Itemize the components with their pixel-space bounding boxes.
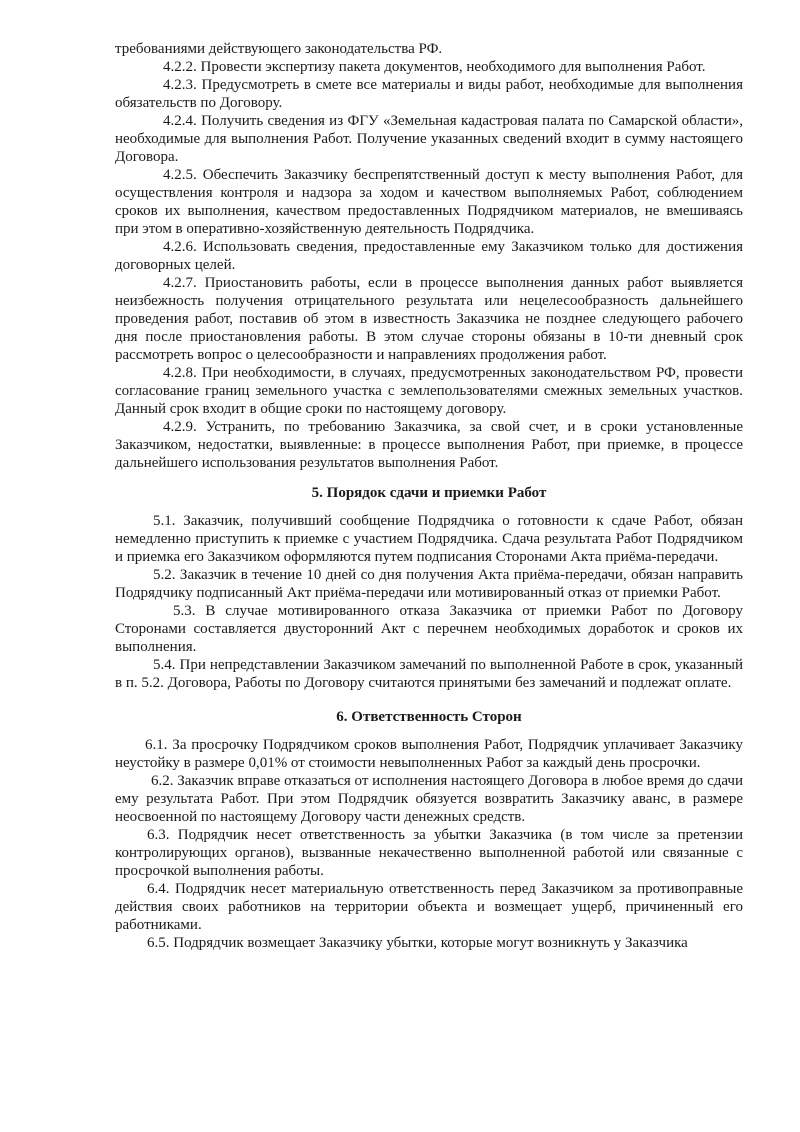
clause-4-2-7: 4.2.7. Приостановить работы, если в процессе выполнения данных работ выявляется неизбежность получения отрицательного результата или нецелесообразность дальнейшего проведения работ, поставив об этом в известность Заказчика не позднее следующего рабочего дня после приостановления работы. В этом случае стороны обязаны в 10-ти дневный срок рассмотреть вопрос о целесообразности и направлениях продолжения работ. [115, 275, 743, 363]
clause-5-3: 5.3. В случае мотивированного отказа Заказчика от приемки Работ по Договору Сторонами составляется двусторонний Акт с перечнем необходимых доработок и сроков их выполнения. [115, 603, 743, 655]
clause-6-1: 6.1. За просрочку Подрядчиком сроков выполнения Работ, Подрядчик уплачивает Заказчику неустойку в размере 0,01% от стоимости невыполненных Работ за каждый день просрочки. [115, 737, 743, 771]
paragraph-lead: требованиями действующего законодательства РФ. [115, 41, 443, 57]
clause-6-4: 6.4. Подрядчик несет материальную ответственность перед Заказчиком за противоправные действия своих работников на территории объекта и возмещает ущерб, причиненный его работниками. [115, 881, 743, 933]
document-body [115, 40, 743, 952]
clause-4-2-6: 4.2.6. Использовать сведения, предоставленные ему Заказчиком только для достижения договорных целей. [115, 239, 743, 273]
clause-5-2: 5.2. Заказчик в течение 10 дней со дня получения Акта приёма-передачи, обязан направить Подрядчику подписанный Акт приёма-передачи или мотивированный отказ от приемки Работ. [115, 567, 743, 601]
clause-5-1: 5.1. Заказчик, получивший сообщение Подрядчика о готовности к сдаче Работ, обязан немедленно приступить к приемке с участием Подрядчика. Сдача результата Работ Подрядчиком и приемка его Заказчиком оформляются путем подписания Сторонами Акта приёма-передачи. [115, 513, 743, 565]
section-heading-5: 5. Порядок сдачи и приемки Работ [311, 485, 547, 501]
clause-6-2: 6.2. Заказчик вправе отказаться от исполнения настоящего Договора в любое время до сдачи ему результата Работ. При этом Подрядчик обязуется возвратить Заказчику аванс, в размере неосвоенной по настоящему Договору части денежных средств. [115, 773, 743, 825]
clause-6-5: 6.5. Подрядчик возмещает Заказчику убытки, которые могут возникнуть у Заказчика [147, 935, 688, 951]
clause-4-2-9: 4.2.9. Устранить, по требованию Заказчика, за свой счет, и в сроки установленные Заказчиком, недостатки, выявленные: в процессе выполнения Работ, при приемке, в процессе дальнейшего использования результатов выполнения Работ. [115, 419, 743, 471]
clause-4-2-4: 4.2.4. Получить сведения из ФГУ «Земельная кадастровая палата по Самарской области», необходимые для выполнения Работ. Получение указанных сведений входит в сумму настоящего Договора. [115, 113, 743, 165]
clause-4-2-3: 4.2.3. Предусмотреть в смете все материалы и виды работ, необходимые для выполнения обязательств по Договору. [115, 77, 743, 111]
clause-4-2-2: 4.2.2. Провести экспертизу пакета документов, необходимого для выполнения Работ. [163, 59, 706, 75]
section-heading-6: 6. Ответственность Сторон [336, 709, 522, 725]
clause-5-4: 5.4. При непредставлении Заказчиком замечаний по выполненной Работе в срок, указанный в п. 5.2. Договора, Работы по Договору считаются принятыми без замечаний и подлежат оплате. [115, 657, 743, 691]
clause-4-2-5: 4.2.5. Обеспечить Заказчику беспрепятственный доступ к месту выполнения Работ, для осуществления контроля и надзора за ходом и качеством выполняемых Работ, соблюдением сроков их выполнения, качеством предоставленных Подрядчиком материалов, не вмешиваясь при этом в оперативно-хозяйственную деятельность Подрядчика. [115, 167, 743, 237]
clause-4-2-8: 4.2.8. При необходимости, в случаях, предусмотренных законодательством РФ, провести согласование границ земельного участка с землепользователями смежных земельных участков. Данный срок входит в общие сроки по настоящему договору. [115, 365, 743, 417]
clause-6-3: 6.3. Подрядчик несет ответственность за убытки Заказчика (в том числе за претензии контролирующих органов), вызванные некачественно выполненной работой или связанные с просрочкой выполнения работы. [115, 827, 743, 879]
